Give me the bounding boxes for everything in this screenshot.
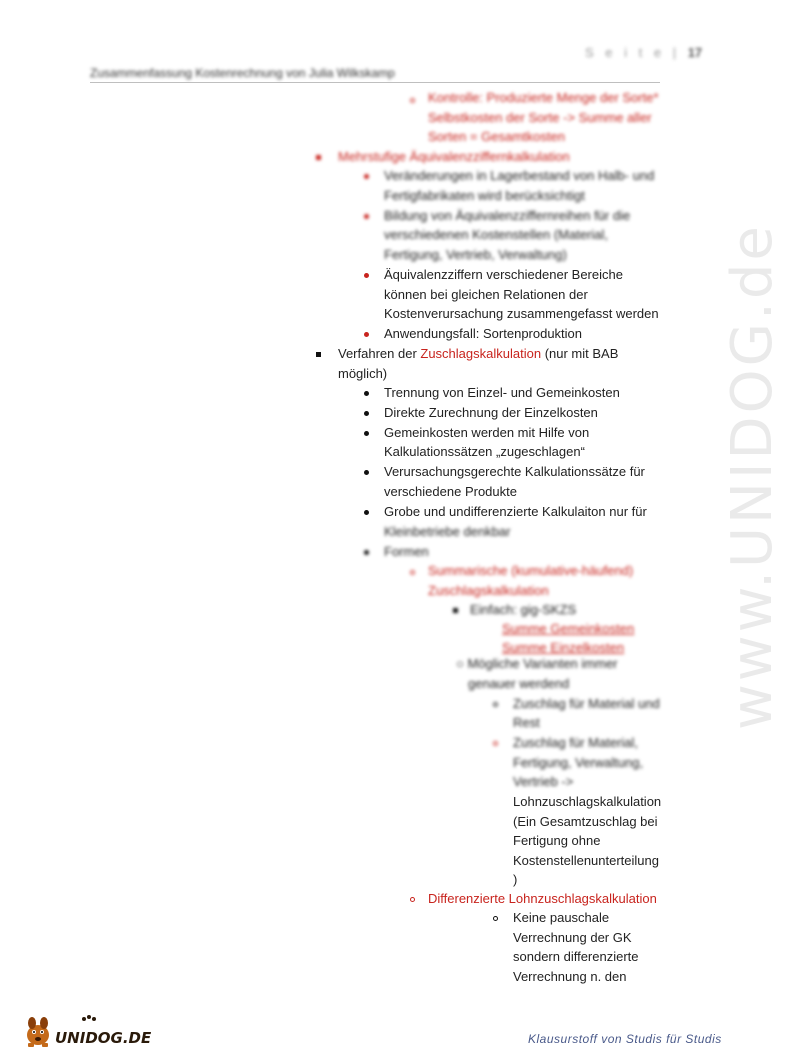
text-line: ) <box>513 872 518 887</box>
bullet-square-icon <box>453 608 458 613</box>
text-line: Direkte Zurechnung der Einzelkosten <box>384 405 598 420</box>
bullet-dot-icon <box>364 431 369 436</box>
bullet-dot-icon <box>364 273 369 278</box>
text-line: Zuschlagskalkulation <box>428 583 549 598</box>
text-line: Kontrolle: Produzierte Menge der Sorte* <box>428 90 659 105</box>
text-line: Keine pauschale <box>513 910 610 925</box>
bullet-dot-icon <box>364 214 369 219</box>
bullet-dot-icon <box>364 470 369 475</box>
text-line: Sorten = Gesamtkosten <box>428 129 565 144</box>
text-line: Fertigung, Vertrieb, Verwaltung) <box>384 247 567 262</box>
text-line: Formen <box>384 544 429 559</box>
page-number-label: S e i t e <box>585 45 666 60</box>
text-line: Summe Einzelkosten <box>502 640 625 655</box>
bullet-square-icon <box>316 155 321 160</box>
bullet-circle-icon <box>410 98 415 103</box>
text-line: Kalkulationssätzen „zugeschlagen“ <box>384 444 585 459</box>
text-line: Fertigung, Verwaltung, <box>513 755 644 770</box>
text-line: Verursachungsgerechte Kalkulationssätze für <box>384 464 645 479</box>
text-line: Fertigfabrikaten wird berücksichtigt <box>384 188 585 203</box>
text-line: Kostenverursachung zusammengefasst werden <box>384 306 659 321</box>
header-divider <box>90 82 660 83</box>
text-span: Mögliche Varianten immer <box>467 656 618 671</box>
text-line: Zuschlag für Material und <box>513 696 660 711</box>
bullet-circle-icon <box>410 570 415 575</box>
bullet-dot-icon <box>364 332 369 337</box>
text-line: Rest <box>513 715 540 730</box>
page-number-value: 17 <box>687 45 703 60</box>
bullet-dot-icon <box>364 411 369 416</box>
text-line: Grobe und undifferenzierte Kalkulaiton nur für <box>384 504 647 519</box>
footer-tagline: Klausurstoff von Studis für Studis <box>528 1032 722 1046</box>
bullet-circle-icon <box>493 702 498 707</box>
logo-text: UNIDOG.DE <box>55 1029 152 1047</box>
text-line: Einfach: gig-SKZS <box>470 602 577 617</box>
text-line: Differenzierte Lohnzuschlagskalkulation <box>428 891 657 906</box>
text-line: möglich) <box>338 366 388 381</box>
bullet-square-icon <box>316 352 321 357</box>
text-line: Selbstkosten der Sorte -> Summe aller <box>428 110 652 125</box>
text-span: Verfahren der <box>338 346 421 361</box>
text-line: Mehrstufige Äquivalenzziffernkalkulation <box>338 149 570 164</box>
text-line: genauer werdend <box>468 676 570 691</box>
text-line: können bei gleichen Relationen der <box>384 287 588 302</box>
text-line: Vertrieb -> <box>513 774 574 789</box>
text-line: verschiedenen Kostenstellen (Material, <box>384 227 609 242</box>
text-line: ○ Mögliche Varianten immer <box>456 656 618 671</box>
highlight-term: Zuschlagskalkulation <box>420 346 542 361</box>
text-line <box>338 344 618 364</box>
text-line: Veränderungen in Lagerbestand von Halb- und <box>384 168 655 183</box>
page-number: S e i t e | 17 <box>585 45 703 60</box>
text-line: Fertigung ohne <box>513 833 601 848</box>
text-line: Kostenstellenunterteilung <box>513 853 659 868</box>
text-line: Zuschlag für Material, <box>513 735 638 750</box>
text-line: Kleinbetriebe denkbar <box>384 524 511 539</box>
text-line: Anwendungsfall: Sortenproduktion <box>384 326 583 341</box>
page-header: Zusammenfassung Kostenrechnung von Julia Wilkskamp <box>90 66 395 80</box>
bullet-circle-icon <box>493 916 498 921</box>
text-line: Gemeinkosten werden mit Hilfe von <box>384 425 590 440</box>
bullet-dot-icon <box>364 550 369 555</box>
bullet-circle-icon <box>410 897 415 902</box>
watermark: www.UNIDOG.de <box>720 223 785 730</box>
text-line: Äquivalenzziffern verschiedener Bereiche <box>384 267 623 282</box>
text-line: Bildung von Äquivalenzziffernreihen für die <box>384 208 631 223</box>
text-line: (Ein Gesamtzuschlag bei <box>513 814 658 829</box>
text-line: Summarische (kumulative-häufend) <box>428 563 634 578</box>
text-line: Lohnzuschlagskalkulation <box>513 794 662 809</box>
text-line: Summe Gemeinkosten <box>502 621 635 636</box>
text-line: verschiedene Produkte <box>384 484 517 499</box>
text-line: Trennung von Einzel- und Gemeinkosten <box>384 385 620 400</box>
text-line: sondern differenzierte <box>513 949 639 964</box>
text-line: Verrechnung der GK <box>513 930 632 945</box>
bullet-dot-icon <box>364 391 369 396</box>
bullet-circle-icon <box>493 741 498 746</box>
bullet-dot-icon <box>364 510 369 515</box>
text-line: Verrechnung n. den <box>513 969 627 984</box>
text-span: (nur mit BAB <box>541 346 619 361</box>
bullet-dot-icon <box>364 174 369 179</box>
